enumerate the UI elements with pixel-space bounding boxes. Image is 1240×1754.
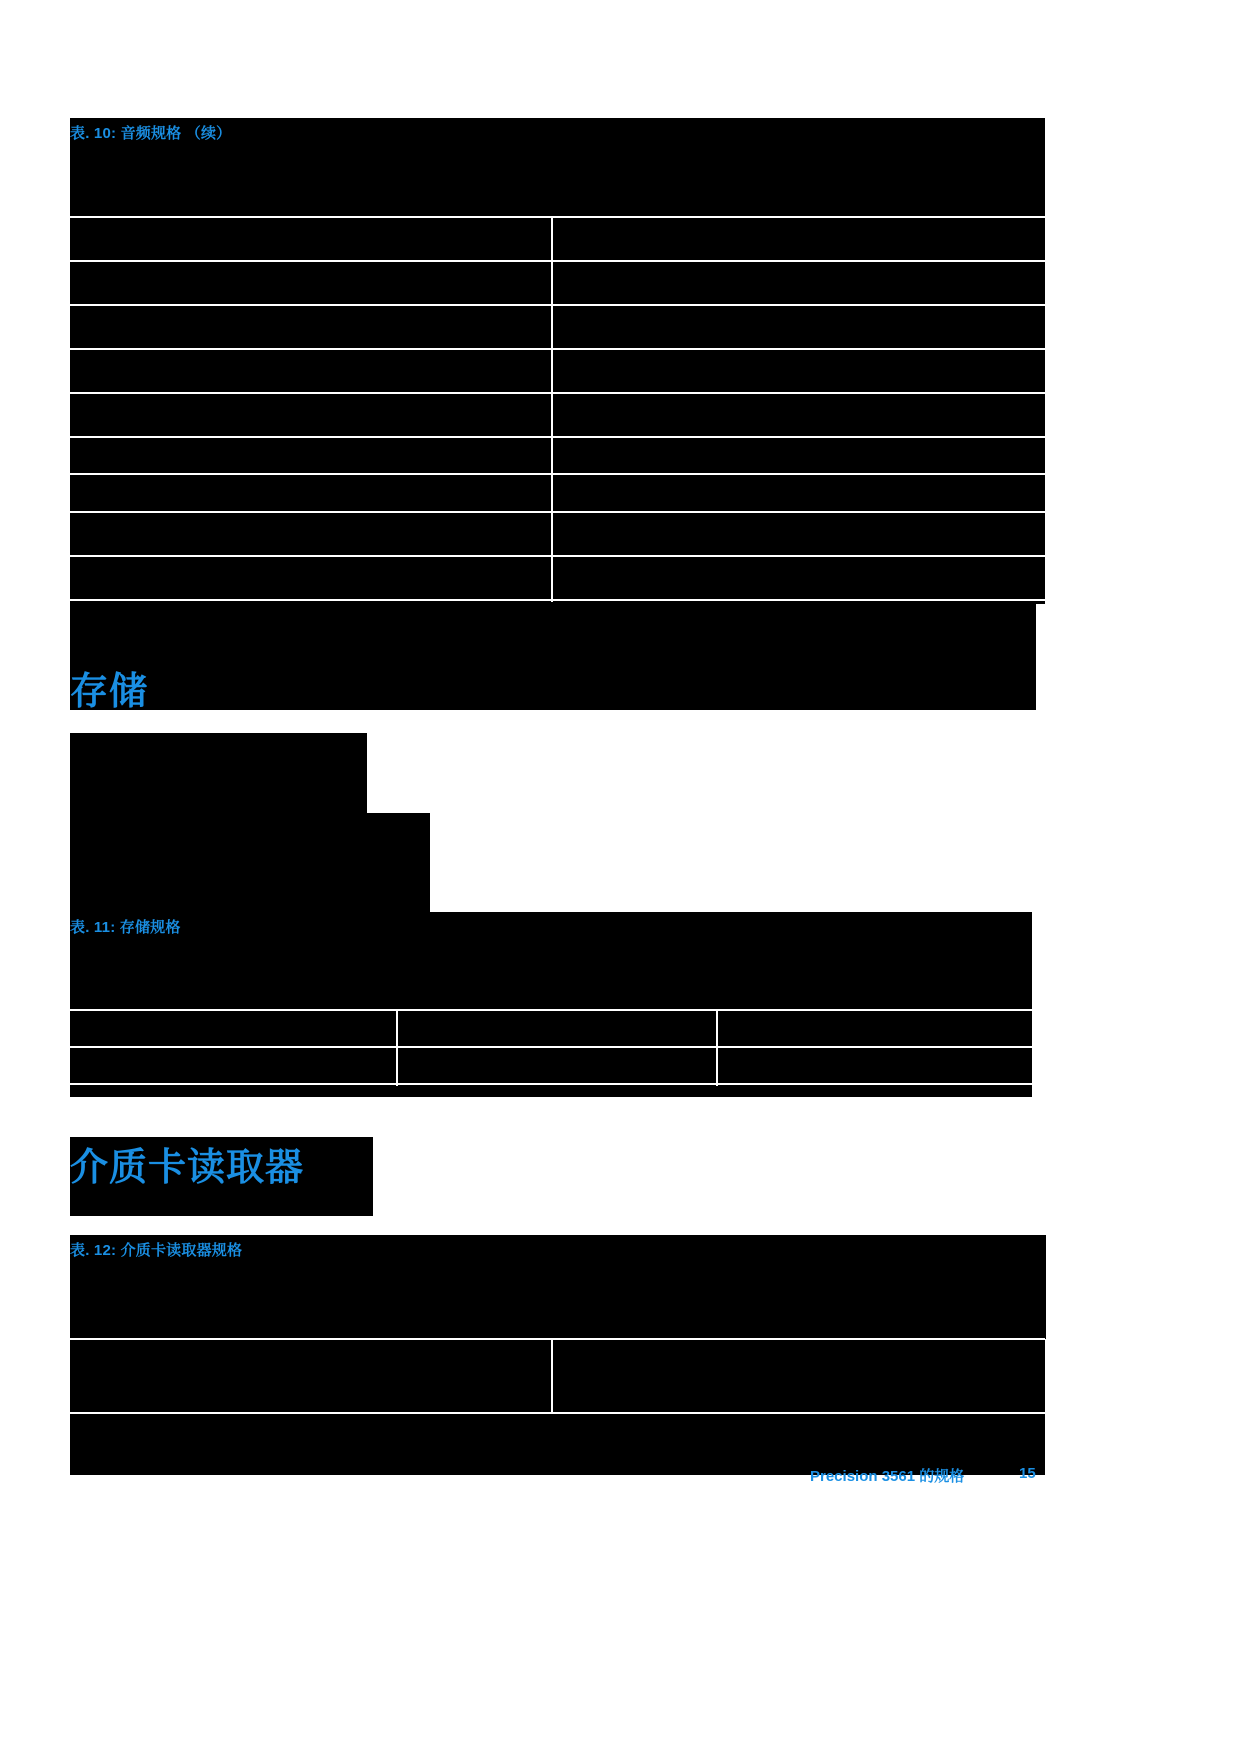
footer-title: Precision 3561 的规格 (810, 1468, 965, 1485)
audio-table-rule (70, 511, 1045, 513)
storage-table-rule (70, 1046, 1032, 1048)
footer-page-number: 15 (1019, 1465, 1036, 1482)
audio-table-rule (70, 260, 1045, 262)
audio-table-caption: 表. 10: 音频规格 （续） (70, 125, 232, 142)
media-card-reader-right-edge (1032, 1235, 1046, 1339)
media-card-reader-table-caption: 表. 12: 介质卡读取器规格 (70, 1242, 243, 1259)
media-card-reader-table-rule (70, 1338, 1045, 1340)
audio-table-rule (70, 304, 1045, 306)
storage-table-rule (70, 1009, 1032, 1011)
storage-heading: 存储 (70, 671, 149, 713)
audio-table-rule (70, 348, 1045, 350)
media-card-reader-table-column-divider (551, 1338, 553, 1412)
audio-table-rule (70, 436, 1045, 438)
audio-table-block (70, 118, 1045, 710)
audio-table-rule (70, 473, 1045, 475)
storage-intro-block-2 (70, 813, 430, 918)
audio-table-right-edge-notch (1040, 118, 1045, 606)
media-card-reader-table-block (70, 1235, 1045, 1475)
storage-table-block (70, 912, 1032, 1097)
storage-intro-block-1 (70, 733, 367, 813)
storage-table-caption: 表. 11: 存储规格 (70, 919, 181, 936)
media-card-reader-table-rule (70, 1412, 1045, 1414)
media-card-reader-heading: 介质卡读取器 (70, 1147, 305, 1189)
storage-table-rule (70, 1083, 1032, 1085)
audio-table-column-divider (551, 216, 553, 602)
audio-table-rule (70, 392, 1045, 394)
audio-table-rule (70, 216, 1045, 218)
audio-table-rule (70, 555, 1045, 557)
storage-table-column-divider-1 (396, 1009, 398, 1086)
audio-table-rule (70, 599, 1045, 601)
storage-table-column-divider-2 (716, 1009, 718, 1086)
audio-table-corner-cut (1036, 604, 1050, 712)
